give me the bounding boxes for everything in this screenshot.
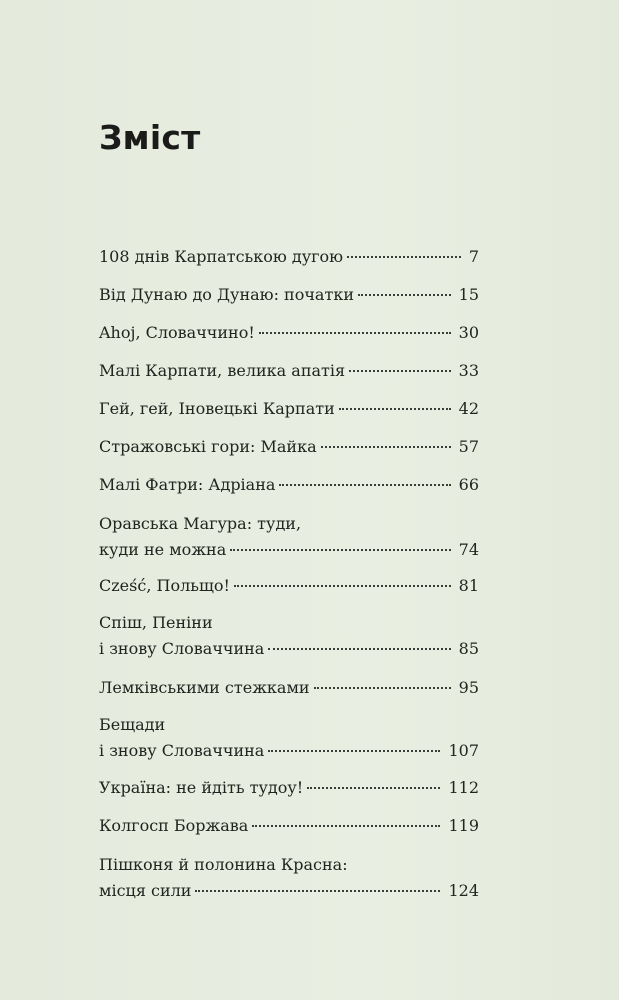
toc-entry	[99, 675, 479, 701]
toc-entry	[99, 511, 479, 563]
toc-page-number: 33	[458, 361, 479, 380]
toc-entry-title: 108 днів Карпатською дугою	[99, 247, 344, 266]
toc-entry	[99, 320, 479, 346]
dot-leader	[279, 484, 450, 486]
toc-entry	[99, 244, 479, 270]
toc-entry-title: Від Дунаю до Дунаю: початки	[99, 285, 354, 304]
dot-leader	[234, 585, 451, 587]
toc-entry-title-line-2: місця сили	[99, 881, 192, 900]
toc-entry-line	[99, 244, 479, 270]
dot-leader	[195, 890, 440, 892]
toc-entry-title: Ahoj, Словаччино!	[99, 323, 255, 342]
dot-leader	[339, 408, 451, 410]
toc-page-number: 15	[458, 285, 479, 304]
toc-page-number: 74	[458, 540, 479, 559]
toc-page-number: 112	[448, 778, 479, 797]
toc-entry-line	[99, 472, 479, 498]
toc-page-number: 7	[468, 247, 479, 266]
dot-leader	[347, 256, 461, 258]
dot-leader	[314, 687, 451, 689]
dot-leader	[321, 446, 451, 448]
toc-entry-line	[99, 320, 479, 346]
toc-entry	[99, 813, 479, 839]
toc-page-number: 124	[448, 881, 479, 900]
toc-entry	[99, 775, 479, 801]
page-title: Зміст	[99, 118, 201, 157]
toc-entry-title-line-2: і знову Словаччина	[99, 741, 265, 760]
toc-entry-title: Малі Фатри: Адріана	[99, 475, 276, 494]
toc-entry-line	[99, 434, 479, 460]
dot-leader	[259, 332, 451, 334]
dot-leader	[307, 787, 440, 789]
dot-leader	[358, 294, 451, 296]
toc-entry-title: Стражовські гори: Майка	[99, 437, 317, 456]
dot-leader	[230, 549, 450, 551]
toc-page-number: 107	[448, 741, 479, 760]
toc-entry-title-line-1: Пішконя й полонина Красна:	[99, 855, 348, 874]
toc-entry	[99, 852, 479, 904]
toc-entry	[99, 712, 479, 764]
toc-entry	[99, 573, 479, 599]
toc-entry-title: Колгосп Боржава	[99, 816, 249, 835]
toc-entry	[99, 358, 479, 384]
toc-page-number: 42	[458, 399, 479, 418]
toc-entry-title-line-1: Оравська Магура: туди,	[99, 514, 302, 533]
toc-entry	[99, 610, 479, 662]
dot-leader	[349, 370, 451, 372]
toc-page-number: 95	[458, 678, 479, 697]
toc-page-number: 119	[448, 816, 479, 835]
toc-entry-line	[99, 775, 479, 801]
toc-entry-title: Україна: не йдіть тудоу!	[99, 778, 304, 797]
toc-entry-line	[99, 358, 479, 384]
toc-page-number: 66	[458, 475, 479, 494]
toc-entry-line	[99, 282, 479, 308]
toc-entry-line	[99, 396, 479, 422]
toc-entry	[99, 434, 479, 460]
toc-page-number: 85	[458, 639, 479, 658]
toc-entry-line	[99, 675, 479, 701]
toc-entry-title-line-2: і знову Словаччина	[99, 639, 265, 658]
toc-entry	[99, 472, 479, 498]
toc-entry-title-line-1: Спіш, Пеніни	[99, 613, 213, 632]
toc-entry-line	[99, 878, 479, 904]
toc-entry-title: Cześć, Польщо!	[99, 576, 230, 595]
toc-entry-line	[99, 537, 479, 563]
toc-entry-title: Лемківськими стежками	[99, 678, 310, 697]
toc-entry	[99, 282, 479, 308]
toc-entry-title: Гей, гей, Іновецькі Карпати	[99, 399, 335, 418]
toc-entry-line	[99, 573, 479, 599]
toc-entry-line	[99, 738, 479, 764]
dot-leader	[268, 648, 450, 650]
toc-entry-title-line-1: Бещади	[99, 715, 166, 734]
toc-entry-line	[99, 636, 479, 662]
toc-page-number: 57	[458, 437, 479, 456]
dot-leader	[252, 825, 440, 827]
toc-entry	[99, 396, 479, 422]
toc-entry-line	[99, 813, 479, 839]
toc-entry-title-line-2: куди не можна	[99, 540, 227, 559]
toc-entry-title: Малі Карпати, велика апатія	[99, 361, 346, 380]
toc-page-number: 81	[458, 576, 479, 595]
dot-leader	[268, 750, 440, 752]
toc-page-number: 30	[458, 323, 479, 342]
